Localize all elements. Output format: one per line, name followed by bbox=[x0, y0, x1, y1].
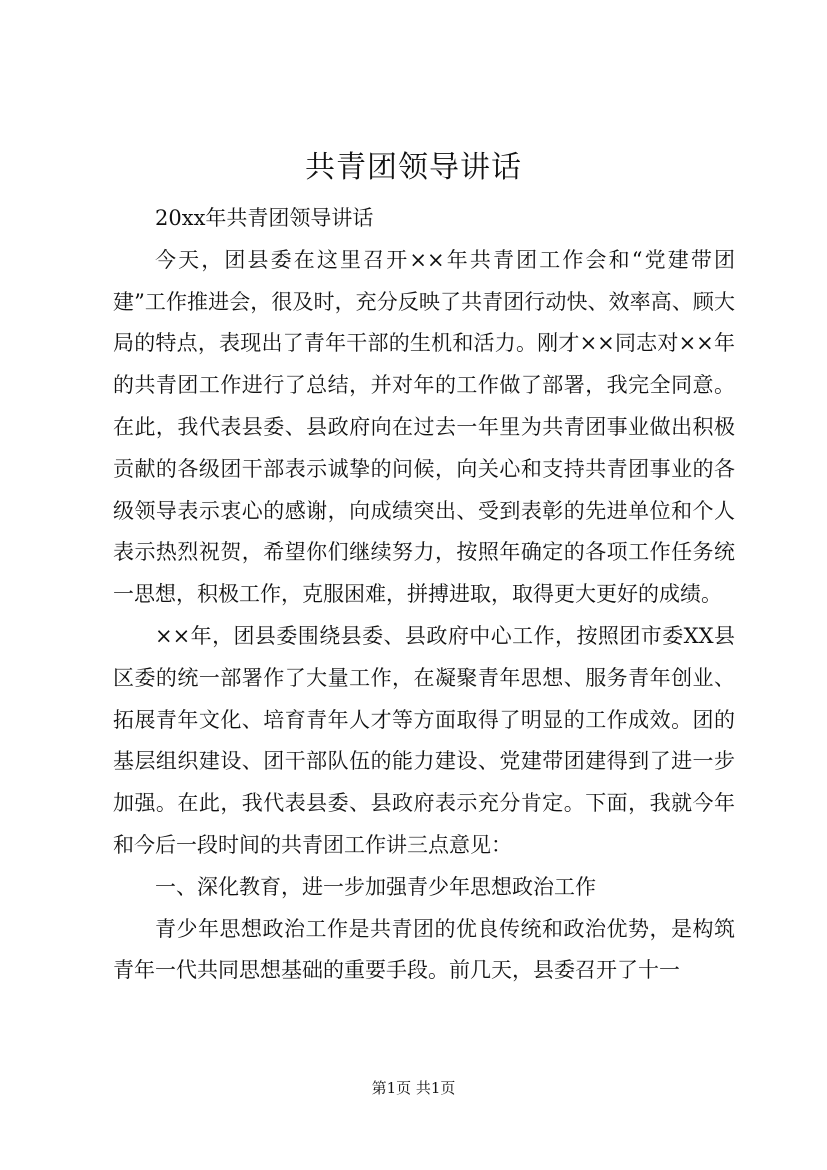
body-paragraph: ××年，团县委围绕县委、县政府中心工作，按照团市委XX县区委的统一部署作了大量工作，在凝聚青年思想、服务青年创业、拓展青年文化、培育青年人才等方面取得了明显的工作成效。团的基层组织建设、团干部队伍的能力建设、党建带团建得到了进一步加强。在此，我代表县委、县政府表示充分肯定。下面，我就今年和今后一段时间的共青团工作讲三点意见： bbox=[113, 623, 735, 857]
document-title: 共青团领导讲话 bbox=[305, 150, 522, 185]
section-heading: 一、深化教育，进一步加强青少年思想政治工作 bbox=[155, 874, 596, 899]
page-footer: 第1页 共1页 bbox=[371, 1079, 456, 1097]
subtitle-paragraph: 20xx年共青团领导讲话 bbox=[155, 206, 374, 230]
document-body bbox=[113, 198, 735, 992]
body-paragraph: 青少年思想政治工作是共青团的优良传统和政治优势，是构筑青年一代共同思想基础的重要手段。前几天，县委召开了十一 bbox=[113, 916, 735, 983]
body-paragraph: 今天，团县委在这里召开××年共青团工作会和“党建带团建”工作推进会，很及时，充分反映了共青团行动快、效率高、顾大局的特点，表现出了青年干部的生机和活力。刚才××同志对××年的共青团工作进行了总结，并对年的工作做了部署，我完全同意。在此，我代表县委、县政府向在过去一年里为共青团事业做出积极贡献的各级团干部表示诚挚的问候，向关心和支持共青团事业的各级领导表示衷心的感谢，向成绩突出、受到表彰的先进单位和个人表示热烈祝贺，希望你们继续努力，按照年确定的各项工作任务统一思想，积极工作，克服困难，拼搏进取，取得更大更好的成绩。 bbox=[113, 247, 735, 607]
